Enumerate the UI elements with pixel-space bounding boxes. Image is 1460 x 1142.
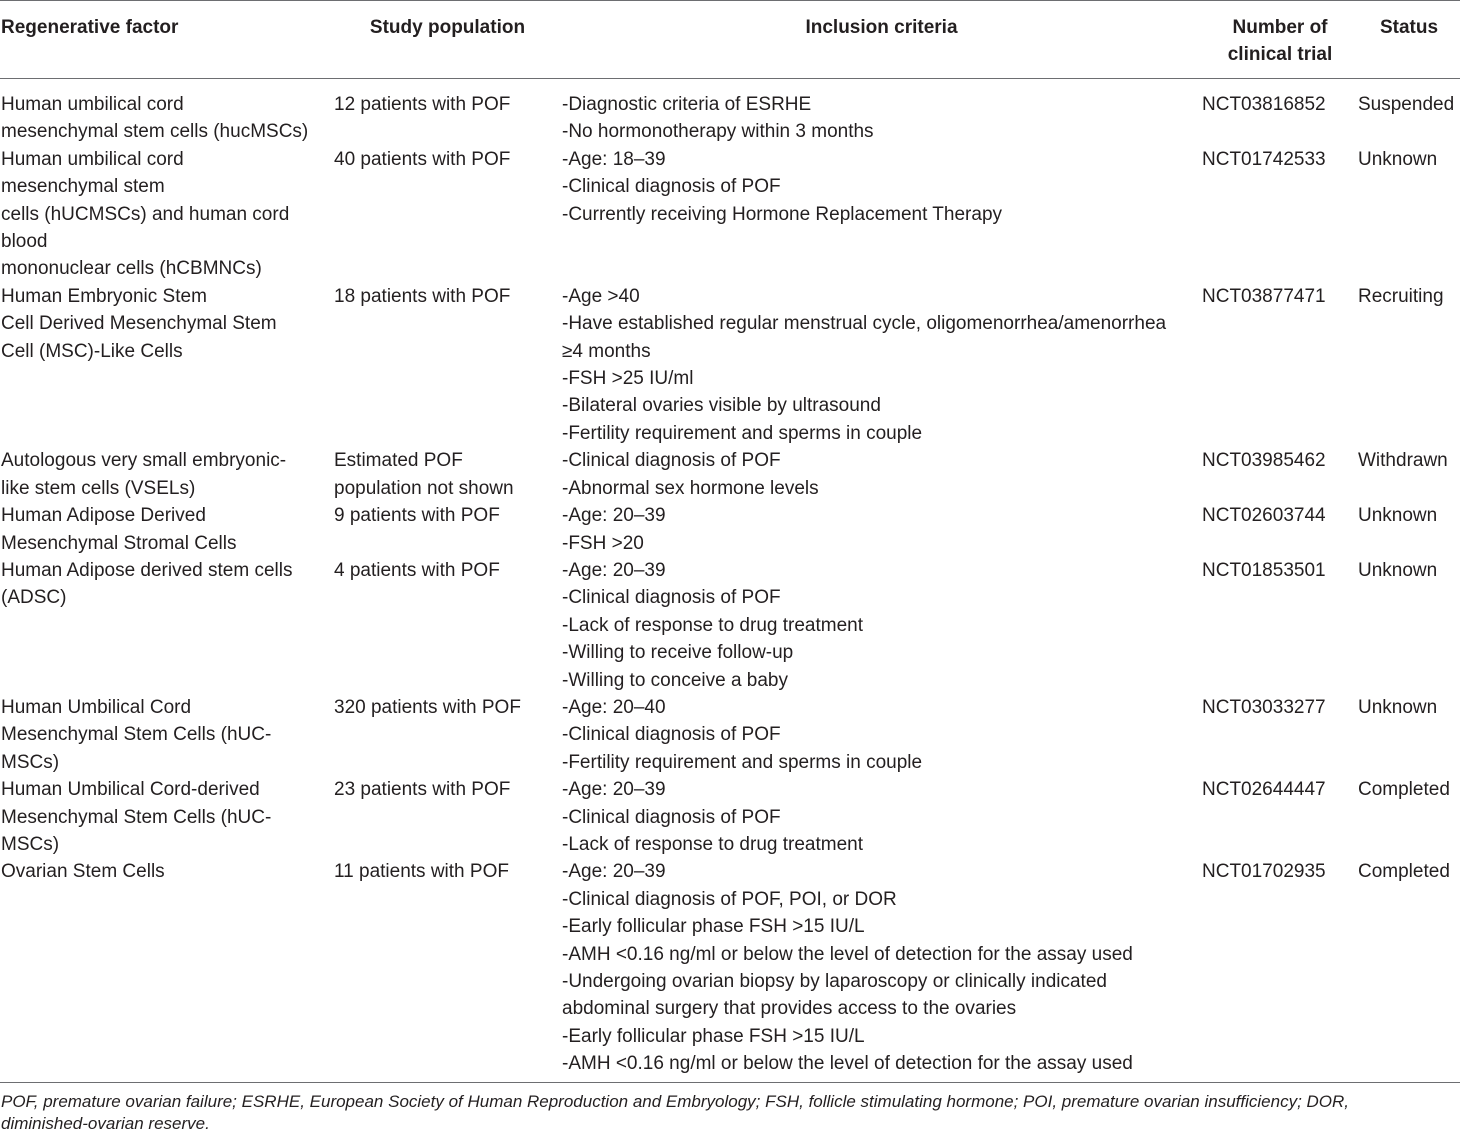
table-row: [0, 79, 1460, 146]
cell-regenerative-factor-line: Cell Derived Mesenchymal Stem: [1, 313, 277, 335]
cell-status: Recruiting: [1358, 285, 1444, 307]
cell-inclusion-criteria-line: -Lack of response to drug treatment: [562, 833, 863, 855]
header-clinical-trial-number: [1202, 1, 1358, 79]
cell-clinical-trial-number: NCT03985462: [1202, 450, 1326, 472]
cell-study-population: [334, 776, 561, 858]
cell-regenerative-factor-line: Human Adipose Derived: [1, 505, 206, 527]
cell-regenerative-factor-line: Cell (MSC)-Like Cells: [1, 340, 183, 362]
cell-inclusion-criteria: [561, 146, 1202, 283]
cell-inclusion-criteria-line: ≥4 months: [562, 340, 651, 362]
cell-clinical-trial-number: NCT02603744: [1202, 505, 1326, 527]
cell-status: Unknown: [1358, 559, 1438, 581]
cell-regenerative-factor-line: Mesenchymal Stem Cells (hUC-: [1, 724, 272, 746]
cell-study-population: [334, 557, 561, 694]
header-inclusion-criteria: Inclusion criteria: [805, 17, 958, 38]
footnote-line-1: POF, premature ovarian failure; ESRHE, European Society of Human Reproduction and Embryology; FSH, follicle stimulating hormone; POI, premature ovarian insufficiency; DOR,: [1, 1091, 1350, 1111]
cell-study-population-line: population not shown: [334, 477, 514, 499]
cell-regenerative-factor-line: Ovarian Stem Cells: [1, 861, 165, 883]
cell-study-population-line: 40 patients with POF: [334, 148, 511, 170]
table-row: [0, 776, 1460, 858]
cell-regenerative-factor: [0, 502, 334, 557]
cell-study-population-line: 320 patients with POF: [334, 696, 521, 718]
cell-status: Withdrawn: [1358, 450, 1448, 472]
cell-inclusion-criteria-line: -Undergoing ovarian biopsy by laparoscopy or clinically indicated: [562, 971, 1107, 992]
cell-status: Unknown: [1358, 696, 1438, 718]
cell-inclusion-criteria-line: -Age: 20–39: [562, 861, 666, 883]
table-bottom-rule: [0, 1082, 1460, 1135]
cell-inclusion-criteria-line: -Clinical diagnosis of POF: [562, 450, 781, 472]
table-row: [0, 502, 1460, 557]
cell-regenerative-factor-line: Human Umbilical Cord: [1, 696, 192, 718]
cell-inclusion-criteria-line: -Clinical diagnosis of POF: [562, 176, 781, 198]
cell-inclusion-criteria-line: -Willing to conceive a baby: [562, 669, 788, 691]
cell-inclusion-criteria-line: -Willing to receive follow-up: [562, 642, 794, 664]
cell-inclusion-criteria-line: -No hormonotherapy within 3 months: [562, 121, 874, 143]
cell-study-population-line: 11 patients with POF: [334, 861, 509, 883]
cell-inclusion-criteria-line: -Age: 20–39: [562, 505, 666, 527]
cell-regenerative-factor-line: mesenchymal stem cells (hucMSCs): [1, 121, 309, 143]
table-row: [0, 858, 1460, 1081]
table-row: [0, 146, 1460, 283]
cell-regenerative-factor-line: Autologous very small embryonic-: [1, 450, 287, 472]
cell-inclusion-criteria: [561, 79, 1202, 146]
cell-regenerative-factor-line: MSCs): [1, 751, 60, 773]
cell-regenerative-factor-line: mononuclear cells (hCBMNCs): [1, 258, 262, 280]
cell-inclusion-criteria-line: -Fertility requirement and sperms in couple: [562, 422, 923, 444]
cell-clinical-trial-number: NCT03033277: [1202, 696, 1326, 718]
cell-inclusion-criteria: [561, 502, 1202, 557]
header-trial-line-2: clinical trial: [1227, 44, 1333, 65]
header-status: Status: [1379, 17, 1439, 38]
cell-inclusion-criteria-line: -Currently receiving Hormone Replacement Therapy: [562, 203, 1003, 225]
cell-regenerative-factor: [0, 694, 334, 776]
cell-inclusion-criteria-line: -Age: 20–40: [562, 696, 666, 718]
header-study-population: Study population: [369, 17, 526, 38]
table-row: [0, 557, 1460, 694]
header-regenerative-factor: Regenerative factor: [1, 17, 179, 38]
cell-regenerative-factor-line: mesenchymal stem: [1, 176, 165, 198]
cell-regenerative-factor-line: Human umbilical cord: [1, 94, 184, 115]
cell-clinical-trial-number: NCT01853501: [1202, 559, 1326, 581]
cell-inclusion-criteria-line: -Clinical diagnosis of POF, POI, or DOR: [562, 888, 897, 910]
cell-study-population-line: 23 patients with POF: [334, 779, 511, 801]
cell-inclusion-criteria-line: -Age >40: [562, 285, 640, 307]
table-header: [0, 1, 1460, 79]
cell-status: Suspended: [1358, 94, 1455, 115]
cell-inclusion-criteria-line: -Have established regular menstrual cycle, oligomenorrhea/amenorrhea: [562, 313, 1167, 335]
cell-inclusion-criteria: [561, 557, 1202, 694]
cell-study-population-line: Estimated POF: [334, 450, 463, 472]
cell-clinical-trial-number: NCT03816852: [1202, 94, 1326, 115]
cell-study-population-line: 4 patients with POF: [334, 559, 500, 581]
header-row: [0, 1, 1460, 79]
cell-study-population: [334, 79, 561, 146]
cell-clinical-trial-number: NCT01742533: [1202, 148, 1326, 170]
cell-regenerative-factor-line: Mesenchymal Stromal Cells: [1, 532, 237, 554]
cell-regenerative-factor-line: (ADSC): [1, 587, 67, 609]
table-row: [0, 694, 1460, 776]
cell-clinical-trial-number: NCT03877471: [1202, 285, 1326, 307]
cell-status: Completed: [1358, 861, 1450, 883]
cell-clinical-trial-number: NCT01702935: [1202, 861, 1326, 883]
cell-clinical-trial-number: NCT02644447: [1202, 779, 1326, 801]
cell-regenerative-factor-line: Human Embryonic Stem: [1, 285, 207, 307]
cell-inclusion-criteria-line: abdominal surgery that provides access to the ovaries: [562, 998, 1017, 1020]
table-row: [0, 447, 1460, 502]
cell-inclusion-criteria: [561, 776, 1202, 858]
cell-regenerative-factor: [0, 283, 334, 447]
table-body: [0, 79, 1460, 1082]
cell-regenerative-factor-line: cells (hUCMSCs) and human cord: [1, 203, 290, 225]
cell-study-population: [334, 283, 561, 447]
cell-study-population: [334, 146, 561, 283]
cell-study-population: [334, 447, 561, 502]
cell-inclusion-criteria-line: -FSH >20: [562, 532, 644, 554]
cell-inclusion-criteria: [561, 858, 1202, 1081]
cell-status: Completed: [1358, 779, 1450, 801]
cell-inclusion-criteria-line: -Lack of response to drug treatment: [562, 614, 863, 636]
cell-inclusion-criteria-line: -Abnormal sex hormone levels: [562, 477, 819, 499]
cell-study-population-line: 18 patients with POF: [334, 285, 511, 307]
cell-inclusion-criteria-line: -FSH >25 IU/ml: [562, 368, 694, 390]
cell-inclusion-criteria-line: -Diagnostic criteria of ESRHE: [562, 94, 812, 115]
cell-regenerative-factor-line: Human Umbilical Cord-derived: [1, 779, 260, 801]
cell-regenerative-factor: [0, 146, 334, 283]
cell-inclusion-criteria-line: -Clinical diagnosis of POF: [562, 724, 781, 746]
cell-inclusion-criteria-line: -Early follicular phase FSH >15 IU/L: [562, 1025, 865, 1047]
cell-regenerative-factor-line: Mesenchymal Stem Cells (hUC-: [1, 806, 272, 828]
cell-regenerative-factor-line: Human umbilical cord: [1, 148, 184, 170]
cell-regenerative-factor-line: MSCs): [1, 833, 60, 855]
cell-inclusion-criteria-line: -Bilateral ovaries visible by ultrasound: [562, 395, 881, 417]
cell-inclusion-criteria: [561, 447, 1202, 502]
cell-status: Unknown: [1358, 148, 1438, 170]
cell-regenerative-factor: [0, 447, 334, 502]
cell-study-population-line: 12 patients with POF: [334, 94, 511, 115]
table-row: [0, 283, 1460, 447]
cell-inclusion-criteria-line: -Early follicular phase FSH >15 IU/L: [562, 916, 865, 938]
cell-regenerative-factor: [0, 79, 334, 146]
cell-regenerative-factor: [0, 776, 334, 858]
cell-inclusion-criteria-line: -Age: 20–39: [562, 779, 666, 801]
header-trial-line-1: Number of: [1232, 17, 1328, 38]
cell-inclusion-criteria-line: -AMH <0.16 ng/ml or below the level of detection for the assay used: [562, 1053, 1133, 1075]
cell-regenerative-factor-line: Human Adipose derived stem cells: [1, 559, 293, 581]
cell-inclusion-criteria-line: -Age: 18–39: [562, 148, 666, 170]
cell-regenerative-factor: [0, 557, 334, 694]
cell-regenerative-factor-line: blood: [1, 231, 48, 253]
cell-inclusion-criteria-line: -AMH <0.16 ng/ml or below the level of detection for the assay used: [562, 943, 1133, 965]
cell-regenerative-factor-line: like stem cells (VSELs): [1, 477, 196, 499]
table-footnote: [0, 1083, 1460, 1135]
cell-inclusion-criteria: [561, 283, 1202, 447]
cell-study-population: [334, 858, 561, 1081]
cell-study-population: [334, 502, 561, 557]
cell-study-population-line: 9 patients with POF: [334, 505, 500, 527]
cell-inclusion-criteria-line: -Fertility requirement and sperms in couple: [562, 751, 923, 773]
cell-inclusion-criteria-line: -Clinical diagnosis of POF: [562, 806, 781, 828]
cell-status: Unknown: [1358, 505, 1438, 527]
cell-inclusion-criteria: [561, 694, 1202, 776]
cell-regenerative-factor: [0, 858, 334, 1081]
cell-study-population: [334, 694, 561, 776]
cell-inclusion-criteria-line: -Age: 20–39: [562, 559, 666, 581]
cell-inclusion-criteria-line: -Clinical diagnosis of POF: [562, 587, 781, 609]
footnote-line-2: diminished-ovarian reserve.: [1, 1113, 210, 1133]
